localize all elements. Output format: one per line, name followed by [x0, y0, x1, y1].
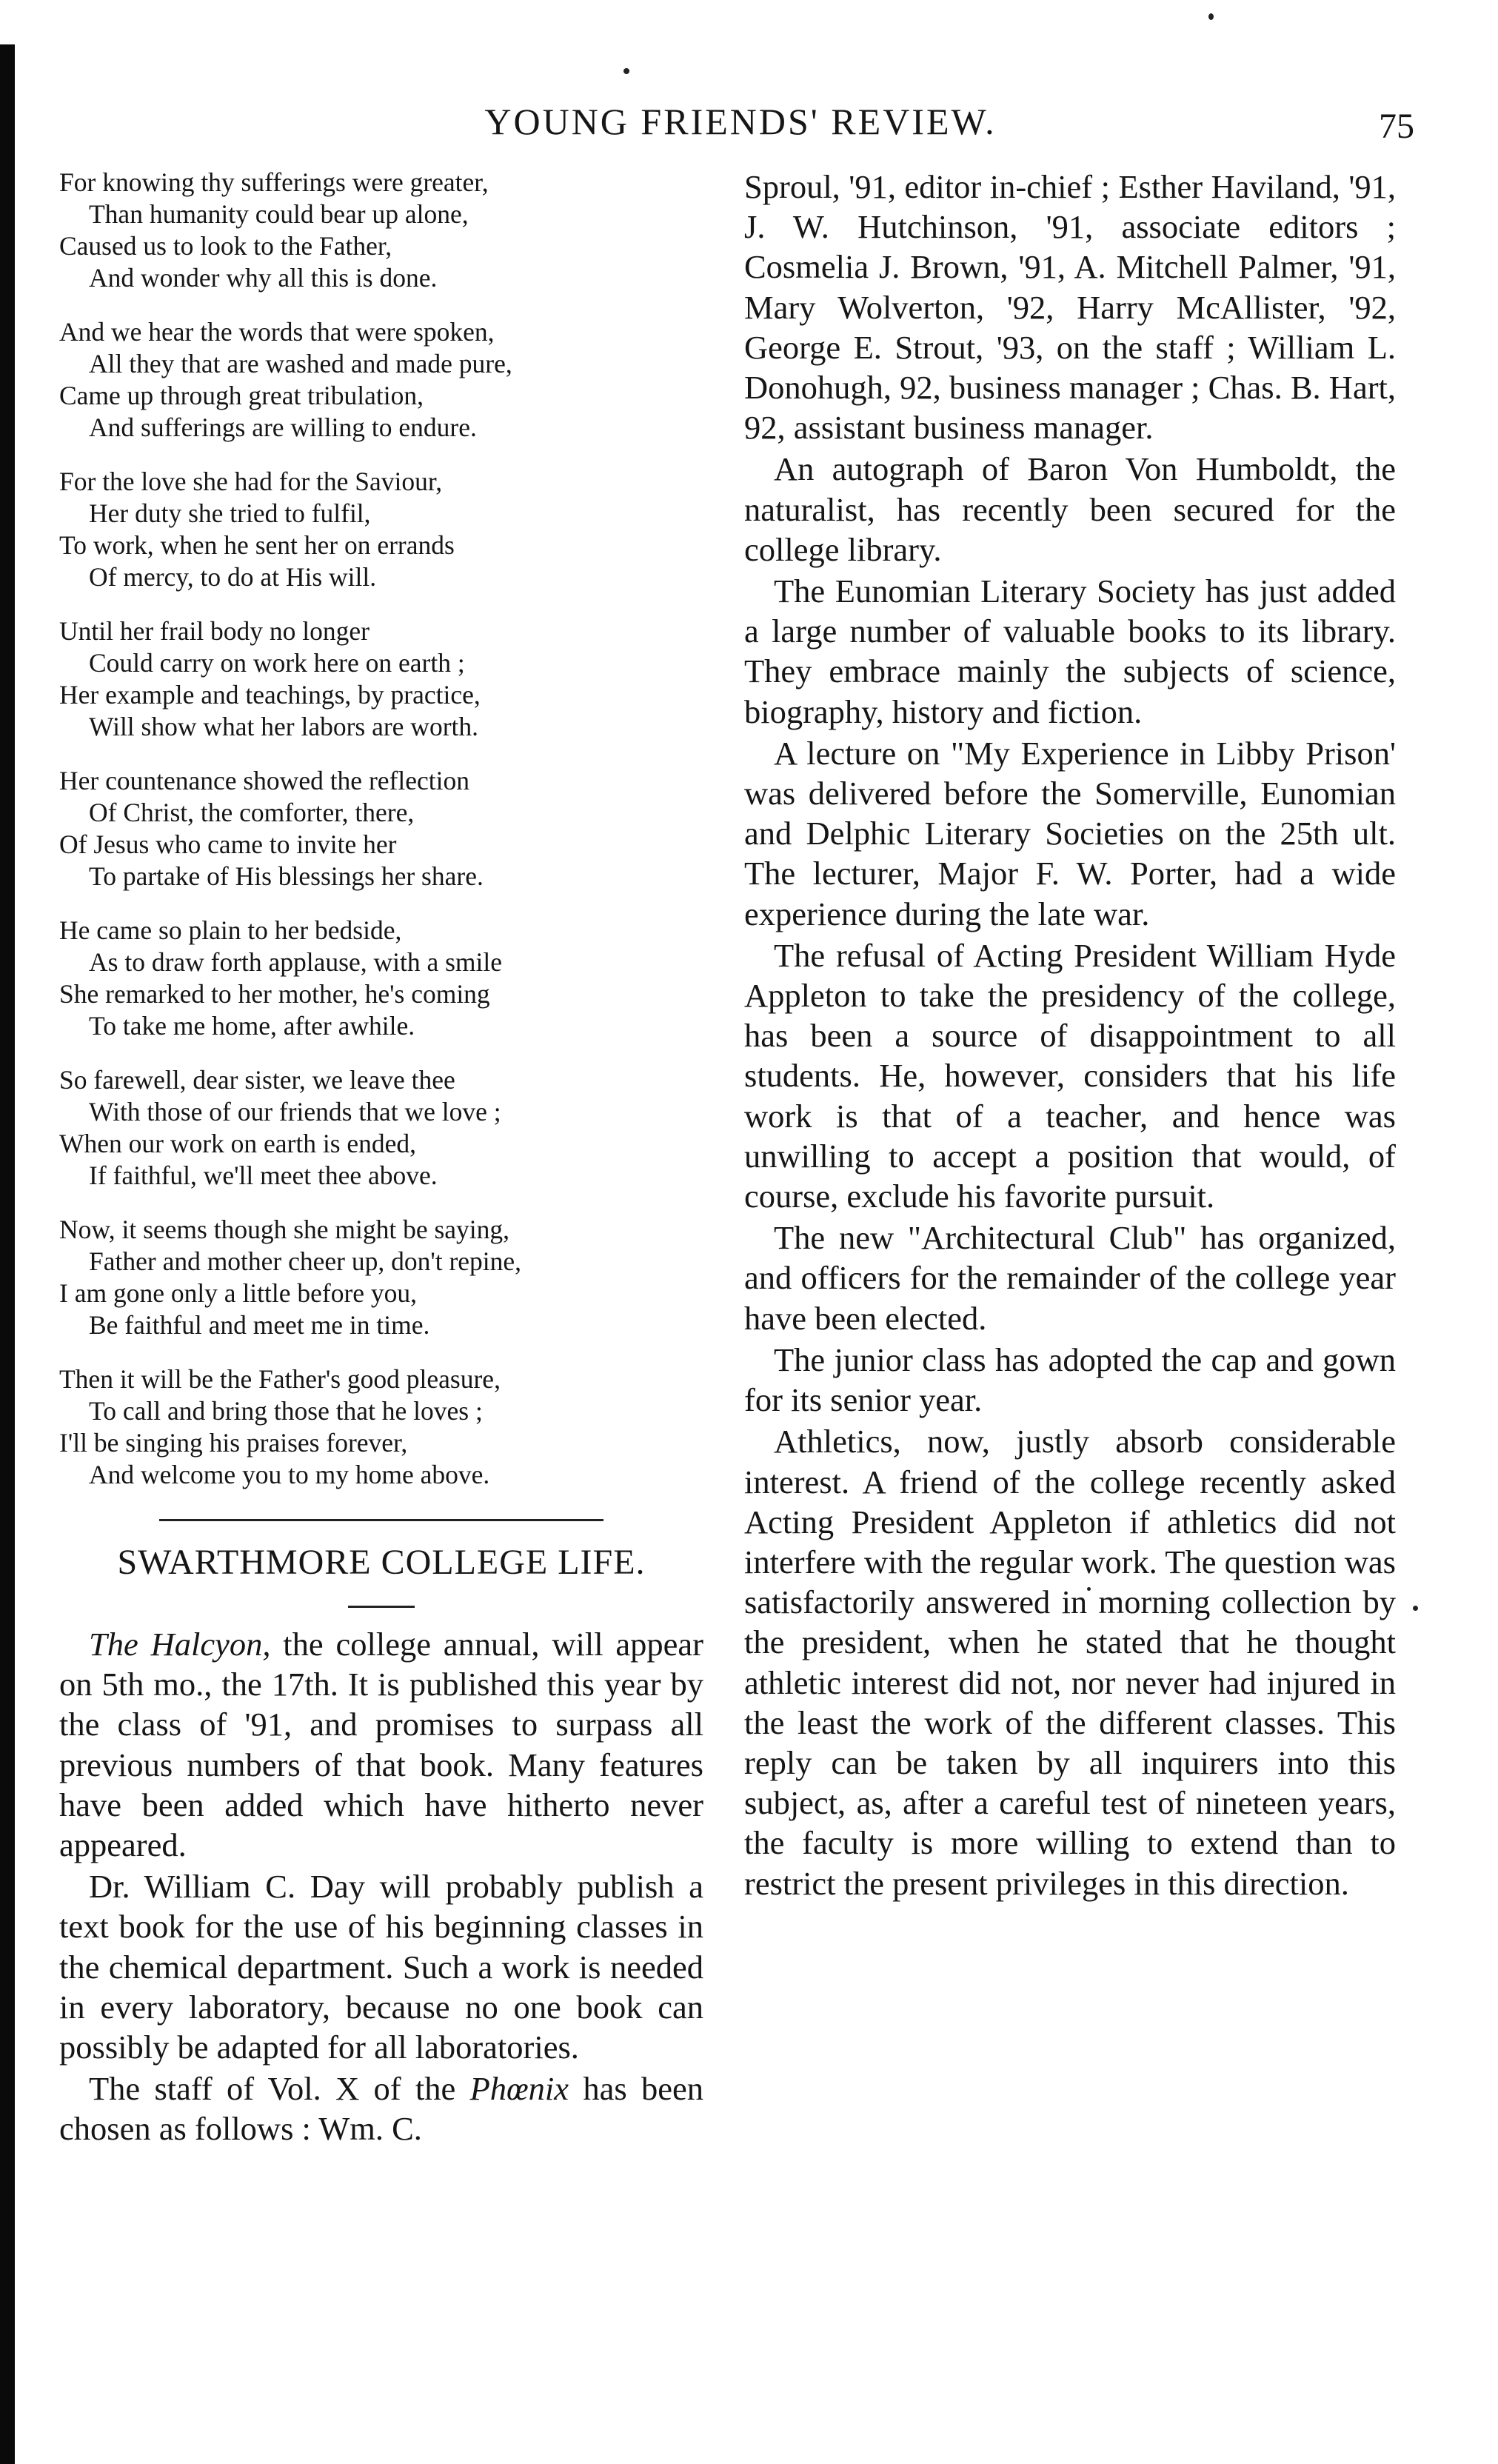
poem-line: Her duty she tried to fulfil,	[89, 498, 371, 528]
page-number: 75	[1379, 107, 1414, 146]
left-column	[59, 167, 703, 2149]
right-column	[744, 167, 1396, 1903]
poem-line: I am gone only a little before you,	[59, 1278, 418, 1308]
heading-underline	[348, 1606, 415, 1608]
paragraph-text: the college annual, will appear on 5th mo., the 17th. It is published this year by the class of '91, and promises to surpass all previous numbers of that book. Many features have been added which have hitherto never appeared.	[59, 1626, 703, 1864]
publication-title: The Halcyon,	[89, 1626, 271, 1663]
article-paragraph: The junior class has adopted the cap and gown for its senior year.	[744, 1340, 1396, 1419]
page-binding-edge	[0, 44, 15, 2464]
poem-line: Her example and teachings, by practice,	[59, 680, 481, 710]
poem-line: To call and bring those that he loves ;	[89, 1396, 483, 1426]
article-paragraph: Athletics, now, justly absorb considerable interest. A friend of the college recently asked Acting President Appleton if athletics did not interfere with the regular work. The question was satisfactorily answered in morning collection by the president, when he stated that he thought athletic interest did not, nor never had injured in the least the work of the different classes. This reply can be taken by all inquirers into this subject, as, after a careful test of nineteen years, the faculty is more willing to extend than to restrict the present privileges in this direction.	[744, 1423, 1396, 1902]
poem-line: And we hear the words that were spoken,	[59, 317, 495, 347]
poem-line: For knowing thy sufferings were greater,	[59, 167, 489, 197]
running-head: YOUNG FRIENDS' REVIEW.	[484, 101, 997, 142]
article-paragraph	[59, 2069, 703, 2149]
article-paragraph	[59, 1624, 703, 1865]
article-paragraph: Sproul, '91, editor in-chief ; Esther Haviland, '91, J. W. Hutchinson, '91, associate editors ; Cosmelia J. Brown, '91, A. Mitchell Palmer, '91, Mary Wolverton, '92, Harry McAllister, '92, George E. Strout, '93, on the staff ; William L. Donohugh, 92, business manager ; Chas. B. Hart, 92, assistant business manager.	[744, 168, 1397, 447]
poem-stanza	[59, 466, 703, 593]
poem-line: Could carry on work here on earth ;	[89, 648, 465, 678]
poem-line: I'll be singing his praises forever,	[59, 1428, 408, 1458]
print-speck	[1208, 13, 1214, 20]
print-speck	[1413, 1606, 1418, 1611]
article-paragraph: An autograph of Baron Von Humboldt, the naturalist, has recently been secured for the college library.	[744, 450, 1396, 568]
poem-stanza	[59, 167, 703, 294]
poem-line: Of Christ, the comforter, there,	[89, 798, 415, 827]
poem-line: Until her frail body no longer	[59, 616, 370, 646]
section-heading: SWARTHMORE COLLEGE LIFE.	[117, 1543, 646, 1582]
print-speck	[623, 68, 629, 74]
poem-line: Father and mother cheer up, don't repine,	[89, 1246, 522, 1276]
poem-line: To partake of His blessings her share.	[89, 861, 484, 891]
poem-stanza	[59, 915, 703, 1042]
poem-line: She remarked to her mother, he's coming	[59, 979, 490, 1009]
publication-title: Phœnix	[469, 2070, 569, 2108]
poem-line: Her countenance showed the reflection	[59, 766, 469, 795]
article-paragraph: The Eunomian Literary Society has just added a large number of valuable books to its library. They embrace mainly the subjects of science, biography, history and fiction.	[744, 572, 1396, 730]
poem	[59, 167, 703, 1491]
poem-line: To work, when he sent her on errands	[59, 530, 455, 560]
poem-stanza	[59, 316, 703, 444]
poem-line: As to draw forth applause, with a smile	[89, 947, 503, 977]
poem-line: If faithful, we'll meet thee above.	[89, 1161, 438, 1190]
poem-stanza	[59, 1363, 703, 1491]
article-paragraph: The new "Architectural Club" has organized, and officers for the remainder of the college year have been elected.	[744, 1219, 1396, 1337]
poem-stanza	[59, 765, 703, 892]
poem-line: With those of our friends that we love ;	[89, 1097, 501, 1126]
poem-line: When our work on earth is ended,	[59, 1129, 417, 1158]
page-header	[67, 100, 1414, 159]
poem-line: Of mercy, to do at His will.	[89, 562, 377, 592]
section-divider	[159, 1519, 603, 1521]
poem-line: He came so plain to her bedside,	[59, 915, 402, 945]
poem-line: Than humanity could bear up alone,	[89, 199, 469, 229]
poem-stanza	[59, 615, 703, 743]
poem-line: All they that are washed and made pure,	[89, 349, 512, 378]
poem-line: Of Jesus who came to invite her	[59, 829, 397, 859]
poem-line: For the love she had for the Saviour,	[59, 467, 443, 496]
poem-line: So farewell, dear sister, we leave thee	[59, 1065, 455, 1095]
poem-line: And sufferings are willing to endure.	[89, 413, 477, 442]
poem-line: And wonder why all this is done.	[89, 263, 438, 293]
article-paragraph: A lecture on "My Experience in Libby Prison' was delivered before the Somerville, Eunomian and Delphic Literary Societies on the 25th ult. The lecturer, Major F. W. Porter, had a wide experience during the late war.	[744, 734, 1396, 932]
poem-line: And welcome you to my home above.	[89, 1460, 490, 1489]
article-paragraph: Dr. William C. Day will probably publish a text book for the use of his beginning classes in the chemical department. Such a work is needed in every laboratory, because no one book can possibly be adapted for all laboratories.	[59, 1868, 703, 2066]
poem-line: To take me home, after awhile.	[89, 1011, 415, 1041]
poem-stanza	[59, 1214, 703, 1341]
paragraph-text: has been chosen as follows : Wm. C.	[59, 2070, 703, 2148]
poem-stanza	[59, 1064, 703, 1192]
paragraph-text: The staff of Vol. X of the	[89, 2070, 470, 2108]
article-paragraph: The refusal of Acting President William Hyde Appleton to take the presidency of the college, has been a source of disappointment to all students. He, however, considers that his life work is that of a teacher, and hence was unwilling to accept a position that would, of course, exclude his favorite pursuit.	[744, 936, 1396, 1215]
poem-line: Caused us to look to the Father,	[59, 231, 392, 261]
poem-line: Came up through great tribulation,	[59, 381, 424, 410]
poem-line: Will show what her labors are worth.	[89, 712, 478, 741]
poem-line: Be faithful and meet me in time.	[89, 1310, 430, 1340]
poem-line: Then it will be the Father's good pleasure,	[59, 1364, 501, 1394]
poem-line: Now, it seems though she might be saying,	[59, 1215, 510, 1244]
